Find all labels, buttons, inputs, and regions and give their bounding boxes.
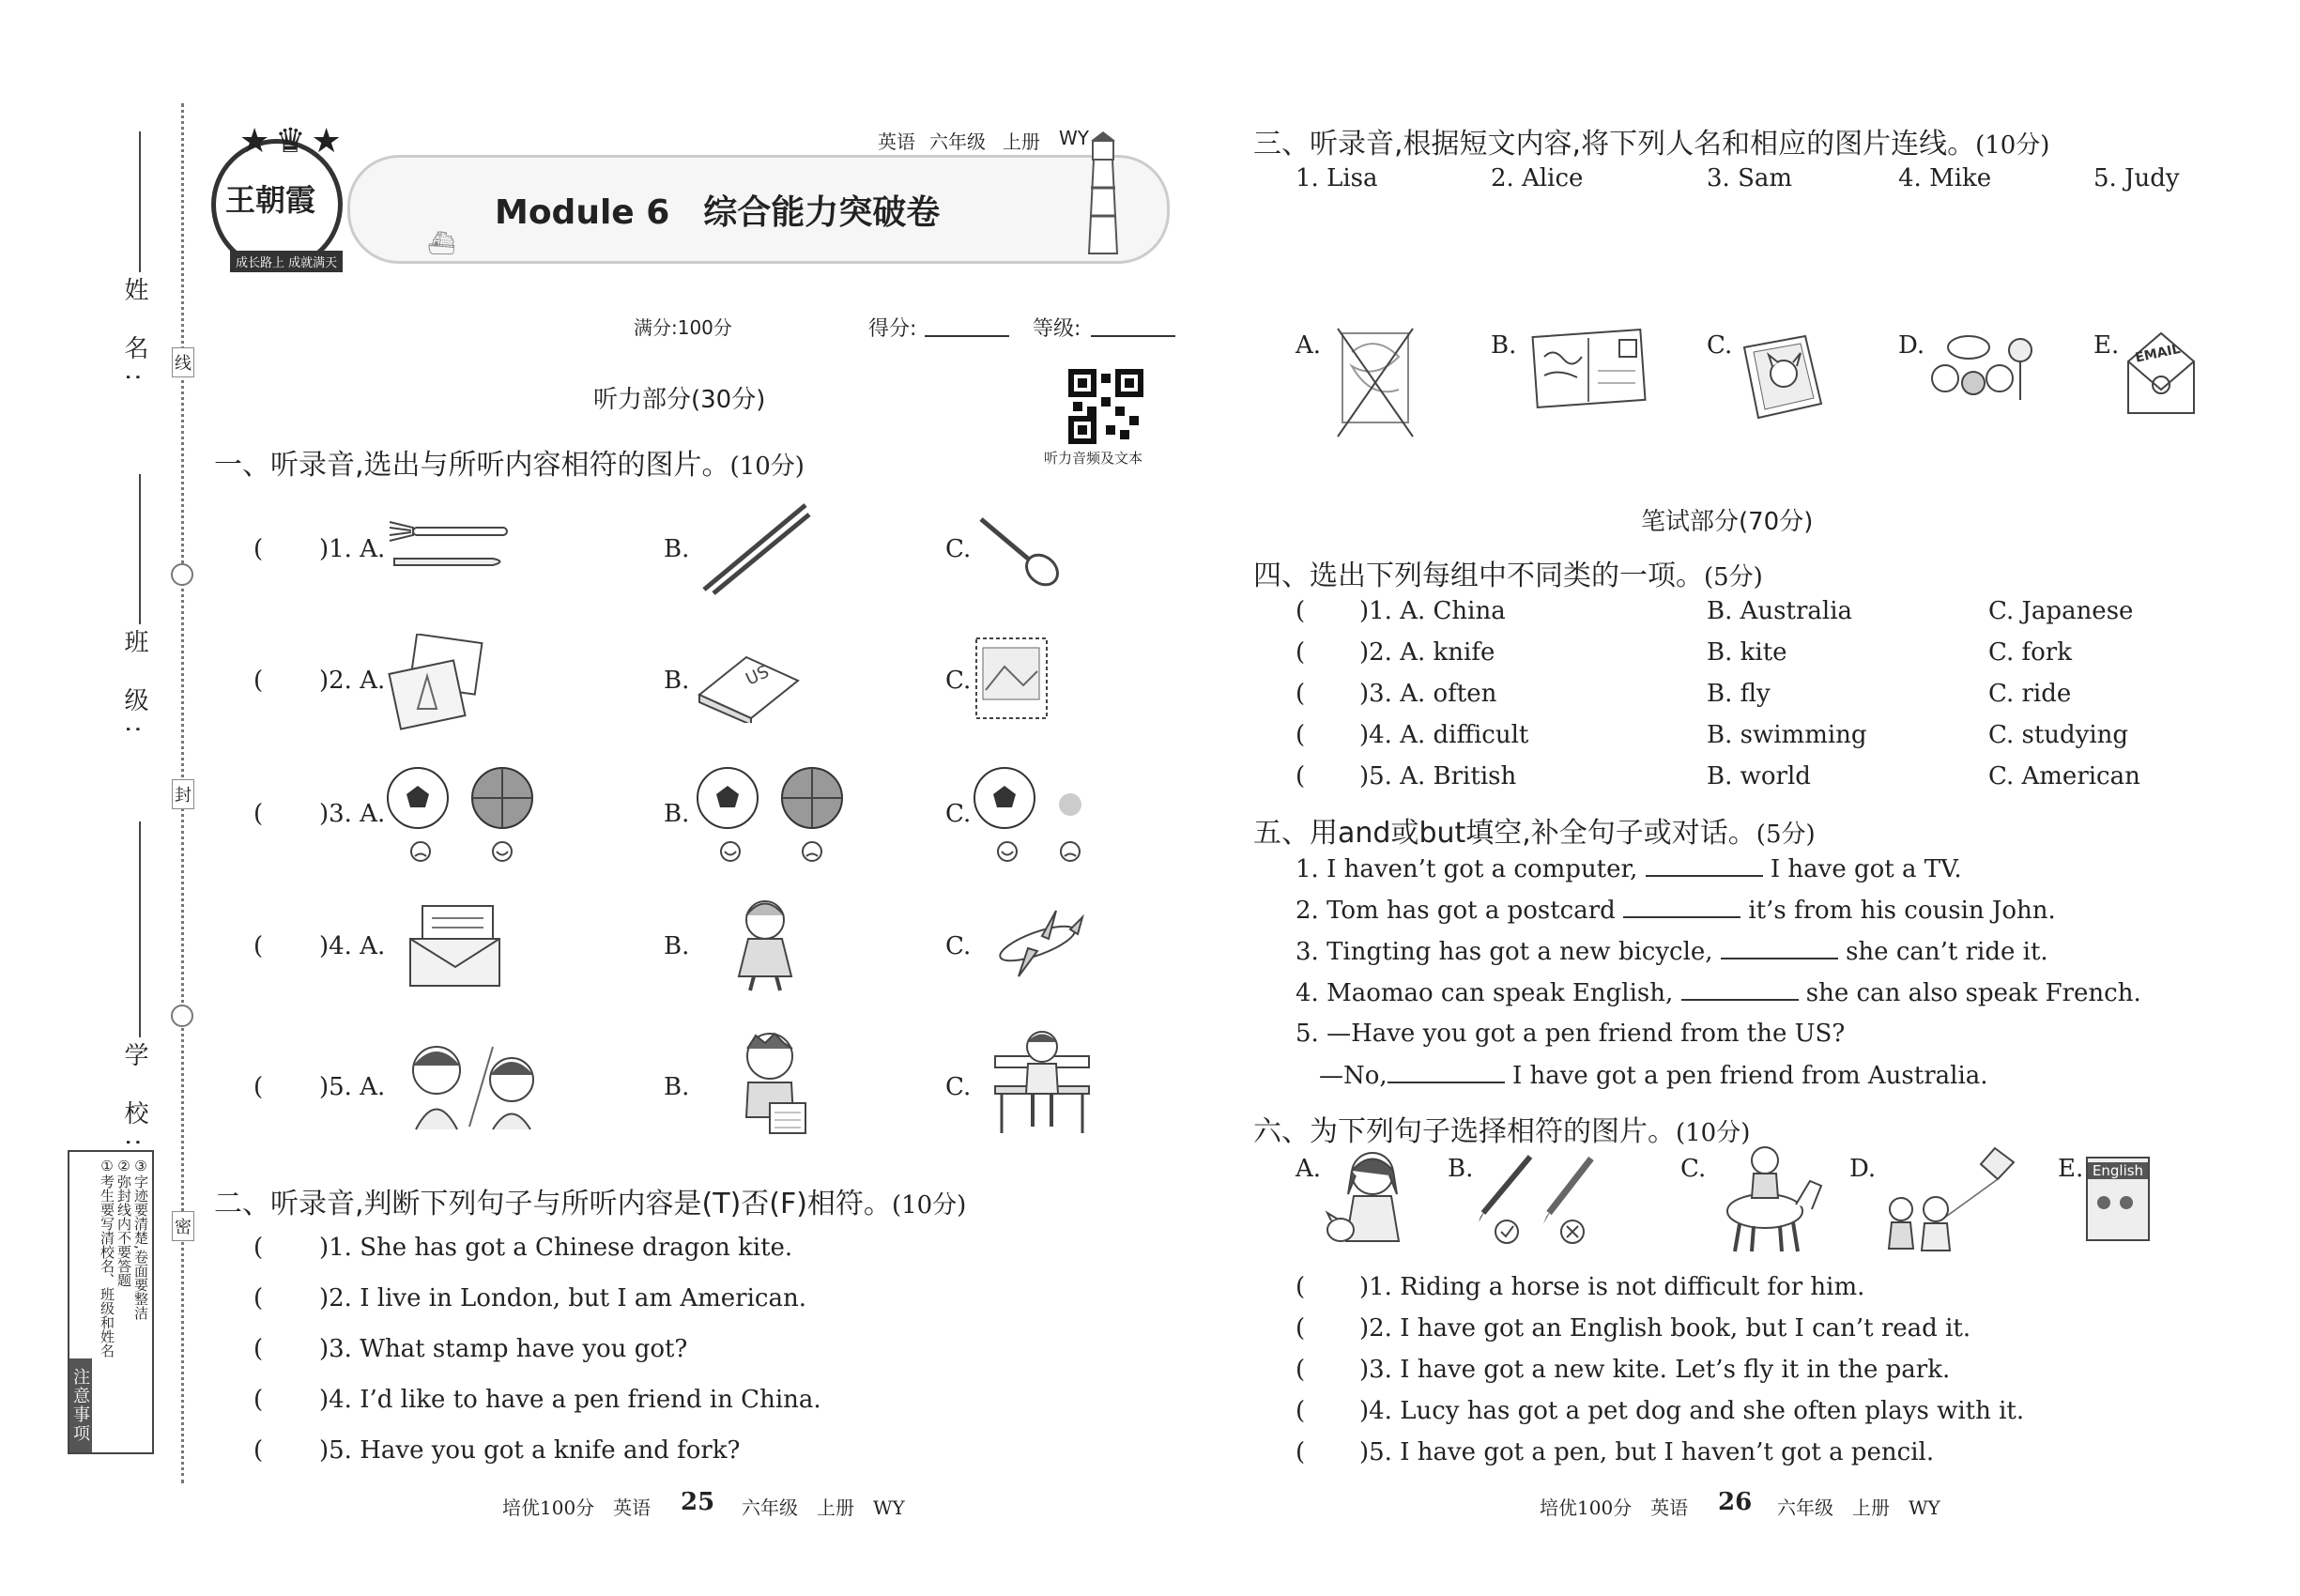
- person-name: 3. Sam: [1707, 164, 1793, 192]
- footer-left-text1: 培优100分 英语: [502, 1496, 652, 1519]
- answer-paren[interactable]: (: [253, 932, 264, 960]
- answer-blank[interactable]: [1388, 1061, 1505, 1083]
- answer-paren[interactable]: (: [1296, 1356, 1306, 1384]
- person-name: 2. Alice: [1491, 164, 1584, 192]
- choice-a: )4. A. difficult: [1359, 721, 1529, 749]
- answer-paren[interactable]: (: [1296, 680, 1306, 708]
- tf-item: )1. She has got a Chinese dragon kite.: [319, 1234, 793, 1262]
- option-label: C.: [1707, 331, 1733, 360]
- answer-paren[interactable]: (: [253, 1335, 264, 1363]
- option-label: B.: [1448, 1155, 1474, 1183]
- part6-points: (10分): [1676, 1119, 1751, 1147]
- english-book-icon: [2086, 1157, 2150, 1241]
- girl-with-dog-icon: [1324, 1147, 1418, 1251]
- option-c-label: C.: [945, 1073, 972, 1101]
- answer-paren[interactable]: (: [1296, 1273, 1306, 1301]
- class-label: 班 级:: [120, 629, 148, 747]
- fill-sentence: [1296, 896, 2056, 925]
- footer-right-page: 26: [1718, 1488, 1753, 1516]
- answer-paren[interactable]: (: [253, 1386, 264, 1414]
- sentence-end: she can also speak French.: [1805, 979, 2141, 1007]
- seal-icon: [171, 563, 193, 586]
- choice-c: C. ride: [1988, 680, 2072, 708]
- fill-sentence: [1296, 978, 2141, 1007]
- part6-title: [1253, 1108, 1750, 1149]
- option-label: A.: [1296, 1155, 1322, 1183]
- option-label: D.: [1849, 1155, 1877, 1183]
- answer-blank[interactable]: [1646, 854, 1763, 877]
- book-with-dog-icon: [1735, 329, 1829, 422]
- row-number: )5. A.: [319, 1073, 386, 1101]
- school-label: 学 校:: [120, 1042, 148, 1160]
- part5-title: [1253, 809, 1816, 851]
- option-b-label: B.: [664, 1073, 690, 1101]
- part4-points: (5分): [1704, 563, 1763, 591]
- logo-text: 王朝霞: [225, 182, 316, 218]
- boy-riding-horse-icon: [1707, 1143, 1829, 1254]
- svg-text:US: US: [743, 662, 773, 690]
- sentence-end: it’s from his cousin John.: [1748, 897, 2056, 925]
- full-score: 满分:100分: [634, 316, 732, 339]
- score-label: 得分:: [868, 317, 917, 341]
- boy-writing-icon: [728, 1028, 812, 1136]
- qr-code-icon[interactable]: [1068, 369, 1143, 444]
- answer-paren[interactable]: (: [253, 1436, 264, 1465]
- choice-b: B. fly: [1707, 680, 1771, 708]
- part5-title-text: 五、用and或but填空,补全句子或对话。: [1253, 817, 1756, 850]
- cut-mark-1: 线: [172, 347, 194, 377]
- answer-paren[interactable]: (: [253, 1234, 264, 1262]
- tf-item: )4. I’d like to have a pen friend in China.: [319, 1386, 821, 1414]
- note-2: ②弥封线内不要答题: [115, 1158, 132, 1287]
- sentence-end: I have got a pen friend from Australia.: [1511, 1062, 1988, 1090]
- answer-blank[interactable]: [1721, 937, 1838, 959]
- person-name: 4. Mike: [1898, 164, 1992, 192]
- option-label: C.: [1680, 1155, 1707, 1183]
- match-item: )5. I have got a pen, but I haven’t got a pencil.: [1359, 1438, 1935, 1466]
- name-label: 姓 名:: [120, 277, 148, 395]
- cut-mark-3: 密: [172, 1211, 194, 1241]
- choice-c: C. American: [1988, 762, 2140, 790]
- ship-icon: ⛴: [427, 230, 456, 256]
- part2-title: [214, 1180, 966, 1221]
- fill-sentence: [1319, 1061, 1988, 1090]
- seal-icon: [171, 1005, 193, 1027]
- listening-title: 听力部分(30分): [593, 386, 766, 414]
- class-line: [139, 474, 141, 624]
- answer-paren[interactable]: (: [253, 1073, 264, 1101]
- sweets-and-toys-icon: [1926, 327, 2034, 402]
- children-flying-kite-icon: [1878, 1143, 2018, 1254]
- answer-paren[interactable]: (: [1296, 721, 1306, 749]
- option-label: D.: [1898, 331, 1925, 360]
- balls-happy-sad-icon: [695, 765, 850, 868]
- option-c-label: C.: [945, 667, 972, 695]
- answer-paren[interactable]: (: [1296, 762, 1306, 790]
- part1-title: [214, 441, 805, 483]
- option-c-label: C.: [945, 932, 972, 960]
- note-1: ①考生要写清校名、班级和姓名: [99, 1158, 115, 1358]
- writing-title: 笔试部分(70分): [1641, 508, 1814, 536]
- fork-and-knife-icon: [385, 516, 512, 582]
- answer-paren[interactable]: (: [1296, 638, 1306, 667]
- stamp-icon: [972, 634, 1051, 723]
- row-number: )3. A.: [319, 800, 386, 828]
- fill-sentence: [1296, 854, 1962, 883]
- book-figure-icon: [2097, 1196, 2110, 1209]
- part3-title: [1253, 120, 2049, 161]
- answer-paren[interactable]: (: [253, 667, 264, 695]
- cut-mark-2: 封: [172, 779, 194, 809]
- sentence-start: 3. Tingting has got a new bicycle,: [1296, 938, 1713, 966]
- school-line: [139, 821, 141, 1037]
- notes-title: 注意事项: [69, 1358, 92, 1452]
- row-number: )2. A.: [319, 667, 386, 695]
- choice-b: B. kite: [1707, 638, 1787, 667]
- email-text: EMAIL: [2134, 341, 2182, 366]
- balls-sad-happy-icon: [385, 765, 540, 868]
- answer-paren[interactable]: (: [1296, 597, 1306, 625]
- lighthouse-icon: [1080, 131, 1127, 258]
- choice-b: B. swimming: [1707, 721, 1867, 749]
- pen-and-pencil-icon: [1469, 1147, 1605, 1246]
- meta-grade: 六年级: [929, 130, 986, 153]
- sentence-start: 1. I haven’t got a computer,: [1296, 855, 1638, 883]
- match-item: )3. I have got a new kite. Let’s fly it in the park.: [1359, 1356, 1951, 1384]
- tf-item: )3. What stamp have you got?: [319, 1335, 688, 1363]
- us-book-icon: [695, 638, 803, 723]
- answer-blank[interactable]: [1623, 896, 1740, 918]
- answer-paren[interactable]: (: [1296, 1314, 1306, 1343]
- choice-c: C. studying: [1988, 721, 2129, 749]
- meta-edition: WY: [1059, 127, 1089, 149]
- two-children-icon: [399, 1037, 549, 1131]
- sentence-end: she can’t ride it.: [1846, 938, 2048, 966]
- option-label: A.: [1296, 331, 1322, 360]
- footer-left-text2: 六年级 上册 WY: [742, 1496, 905, 1519]
- sentence-start: —No,: [1319, 1062, 1388, 1090]
- person-name: 5. Judy: [2093, 164, 2180, 192]
- qr-caption: 听力音频及文本: [1044, 450, 1143, 467]
- choice-a: )2. A. knife: [1359, 638, 1495, 667]
- boy-on-bench-icon: [990, 1028, 1094, 1136]
- part2-points: (10分): [891, 1191, 967, 1220]
- sentence-end: I have got a TV.: [1770, 855, 1962, 883]
- ball-happy-sad-icon: [972, 765, 1094, 868]
- answer-blank[interactable]: [1681, 978, 1799, 1001]
- choice-b: B. Australia: [1707, 597, 1853, 625]
- part1-title-text: 一、听录音,选出与所听内容相符的图片。: [214, 449, 730, 482]
- option-label: E.: [2058, 1155, 2084, 1183]
- tf-item: )5. Have you got a knife and fork?: [319, 1436, 741, 1465]
- meta-subject: 英语: [878, 130, 915, 153]
- doll-icon: [728, 897, 803, 995]
- part3-title-text: 三、听录音,根据短文内容,将下列人名和相应的图片连线。: [1253, 128, 1976, 161]
- letter-icon: [399, 901, 512, 990]
- part3-points: (10分): [1975, 131, 2050, 160]
- sentence-start: 2. Tom has got a postcard: [1296, 897, 1616, 925]
- score-blank[interactable]: [925, 335, 1009, 337]
- part1-points: (10分): [729, 453, 805, 481]
- chopsticks-icon: [695, 498, 812, 596]
- choice-a: )1. A. China: [1359, 597, 1506, 625]
- part4-title: [1253, 552, 1763, 593]
- row-number: )1. A.: [319, 535, 386, 563]
- option-label: B.: [1491, 331, 1517, 360]
- match-item: )1. Riding a horse is not difficult for him.: [1359, 1273, 1865, 1301]
- answer-paren[interactable]: (: [253, 800, 264, 828]
- name-line: [139, 131, 141, 272]
- book-title: English: [2088, 1162, 2148, 1179]
- option-c-label: C.: [945, 535, 972, 563]
- option-b-label: B.: [664, 800, 690, 828]
- postcards-icon: [385, 634, 488, 732]
- dialogue-question: 5. —Have you got a pen friend from the US?: [1296, 1020, 1846, 1048]
- answer-paren[interactable]: (: [1296, 1438, 1306, 1466]
- note-3: ③字迹要清楚,卷面要整洁: [132, 1158, 149, 1320]
- choice-c: C. fork: [1988, 638, 2072, 667]
- footer-right-text1: 培优100分 英语: [1540, 1496, 1689, 1519]
- option-label: E.: [2093, 331, 2120, 360]
- toy-plane-icon: [990, 906, 1084, 981]
- book-figure-icon: [2120, 1196, 2133, 1209]
- logo-crown-icon: ★♛★: [239, 122, 347, 161]
- choice-b: B. world: [1707, 762, 1811, 790]
- crossed-drawing-icon: [1333, 324, 1418, 441]
- meta-volume: 上册: [1003, 130, 1040, 153]
- option-c-label: C.: [945, 800, 972, 828]
- page-title: Module 6 综合能力突破卷: [495, 193, 941, 232]
- option-b-label: B.: [664, 667, 690, 695]
- grade-label: 等级:: [1033, 317, 1081, 341]
- grade-blank[interactable]: [1091, 335, 1175, 337]
- choice-c: C. Japanese: [1988, 597, 2134, 625]
- answer-paren[interactable]: (: [253, 535, 264, 563]
- answer-paren[interactable]: (: [1296, 1397, 1306, 1425]
- choice-a: )3. A. often: [1359, 680, 1497, 708]
- part6-title-text: 六、为下列句子选择相符的图片。: [1253, 1115, 1676, 1148]
- match-item: )4. Lucy has got a pet dog and she often plays with it.: [1359, 1397, 2025, 1425]
- answer-paren[interactable]: (: [253, 1284, 264, 1312]
- person-name: 1. Lisa: [1296, 164, 1378, 192]
- choice-a: )5. A. British: [1359, 762, 1517, 790]
- spoon-icon: [972, 512, 1066, 591]
- part4-title-text: 四、选出下列每组中不同类的一项。: [1253, 560, 1704, 592]
- email-icon: [2124, 329, 2199, 418]
- tf-item: )2. I live in London, but I am American.: [319, 1284, 806, 1312]
- option-b-label: B.: [664, 932, 690, 960]
- part5-points: (5分): [1756, 821, 1816, 849]
- notes-box: [68, 1150, 154, 1454]
- fill-sentence: [1296, 937, 2048, 966]
- footer-right-text2: 六年级 上册 WY: [1777, 1496, 1940, 1519]
- part2-title-text: 二、听录音,判断下列句子与所听内容是(T)否(F)相符。: [214, 1188, 892, 1220]
- logo-slogan: 成长路上 成就满天: [230, 251, 343, 272]
- sentence-start: 4. Maomao can speak English,: [1296, 979, 1674, 1007]
- option-b-label: B.: [664, 535, 690, 563]
- postcard-icon: [1530, 329, 1648, 408]
- match-item: )2. I have got an English book, but I can’t read it.: [1359, 1314, 1971, 1343]
- footer-left-page: 25: [681, 1488, 715, 1516]
- row-number: )4. A.: [319, 932, 386, 960]
